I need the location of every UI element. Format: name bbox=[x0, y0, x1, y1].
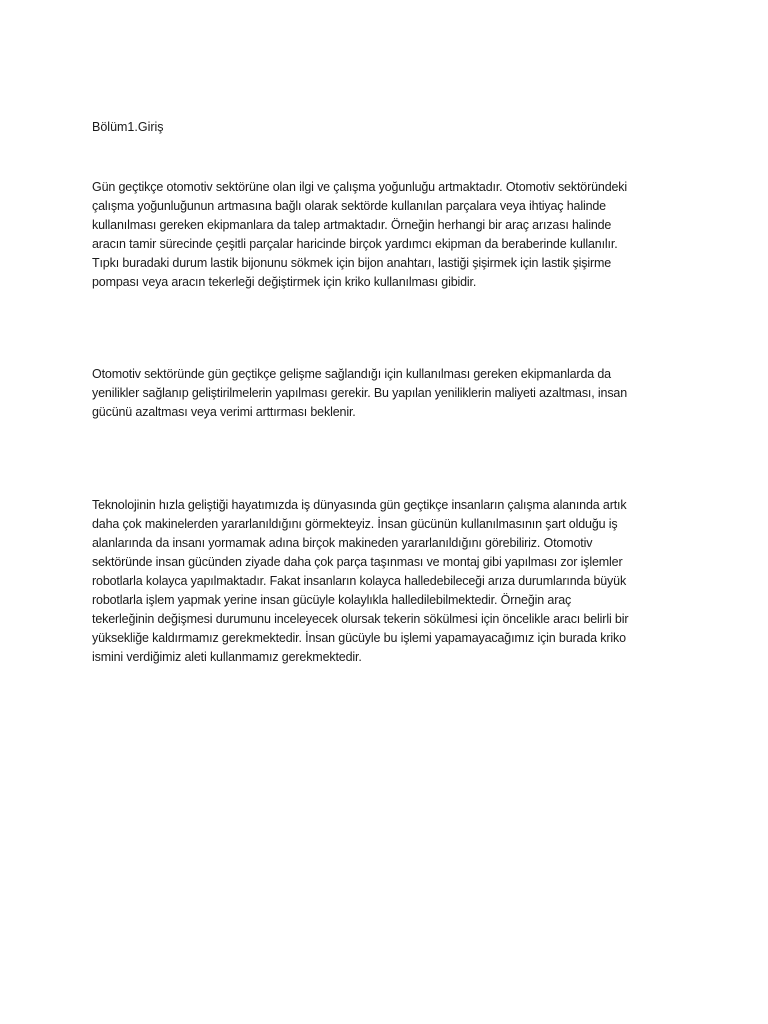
paragraph-line: yüksekliğe kaldırmamız gerekmektedir. İnsan gücüyle bu işlemi yapamayacağımız için burada kriko bbox=[92, 631, 626, 645]
paragraph-intro bbox=[92, 178, 664, 292]
paragraph-line: Gün geçtikçe otomotiv sektörüne olan ilgi ve çalışma yoğunluğu artmaktadır. Otomotiv sektöründeki bbox=[92, 180, 628, 194]
paragraph-line: çalışma yoğunluğunun artmasına bağlı olarak sektörde kullanılan parçalara veya ihtiyaç halinde bbox=[92, 199, 606, 213]
paragraph-line: alanlarında da insanı yormamak adına birçok makineden yararlanıldığını görebiliriz. Otomotiv bbox=[92, 536, 593, 550]
paragraph-line: daha çok makinelerden yararlanıldığını görmekteyiz. İnsan gücünün kullanılmasının şart olduğu iş bbox=[92, 517, 618, 531]
paragraph-line: Tıpkı buradaki durum lastik bijonunu sökmek için bijon anahtarı, lastiği şişirmek için lastik şişirme bbox=[92, 256, 612, 270]
paragraph-line: Teknolojinin hızla geliştiği hayatımızda iş dünyasında gün geçtikçe insanların çalışma alanında artık bbox=[92, 498, 627, 512]
paragraph-line: yenilikler sağlanıp geliştirilmelerin yapılması gerekir. Bu yapılan yeniliklerin maliyeti azaltması, insan bbox=[92, 386, 628, 400]
paragraph-line: ismini verdiğimiz aleti kullanmamız gerekmektedir. bbox=[92, 650, 362, 664]
paragraph-line: gücünü azaltması veya verimi arttırması beklenir. bbox=[92, 405, 356, 419]
paragraph-line: Otomotiv sektöründe gün geçtikçe gelişme sağlandığı için kullanılması gereken ekipmanlarda da bbox=[92, 367, 611, 381]
paragraph-line: robotlarla işlem yapmak yerine insan gücüyle kolaylıkla halledilebilmektedir. Örneğin araç bbox=[92, 593, 572, 607]
paragraph-line: tekerleğinin değişmesi durumunu inceleyecek olursak tekerin sökülmesi için öncelikle aracı belirli bir bbox=[92, 612, 629, 626]
paragraph-technology bbox=[92, 496, 664, 667]
section-heading: Bölüm1.Giriş bbox=[92, 120, 164, 134]
paragraph-line: pompası veya aracın tekerleği değiştirmek için kriko kullanılması gibidir. bbox=[92, 275, 477, 289]
paragraph-line: sektöründe insan gücünden ziyade daha çok parça taşınması ve montaj gibi yapılması zor işlemler bbox=[92, 555, 623, 569]
paragraph-line: aracın tamir sürecinde çeşitli parçalar haricinde birçok yardımcı ekipman da beraberinde kullanılır. bbox=[92, 237, 618, 251]
paragraph-line: robotlarla kolayca yapılmaktadır. Fakat insanların kolayca halledebileceği arıza durumlarında büyük bbox=[92, 574, 627, 588]
paragraph-innovation bbox=[92, 365, 664, 422]
paragraph-line: kullanılması gereken ekipmanlara da talep artmaktadır. Örneğin herhangi bir araç arızası halinde bbox=[92, 218, 612, 232]
